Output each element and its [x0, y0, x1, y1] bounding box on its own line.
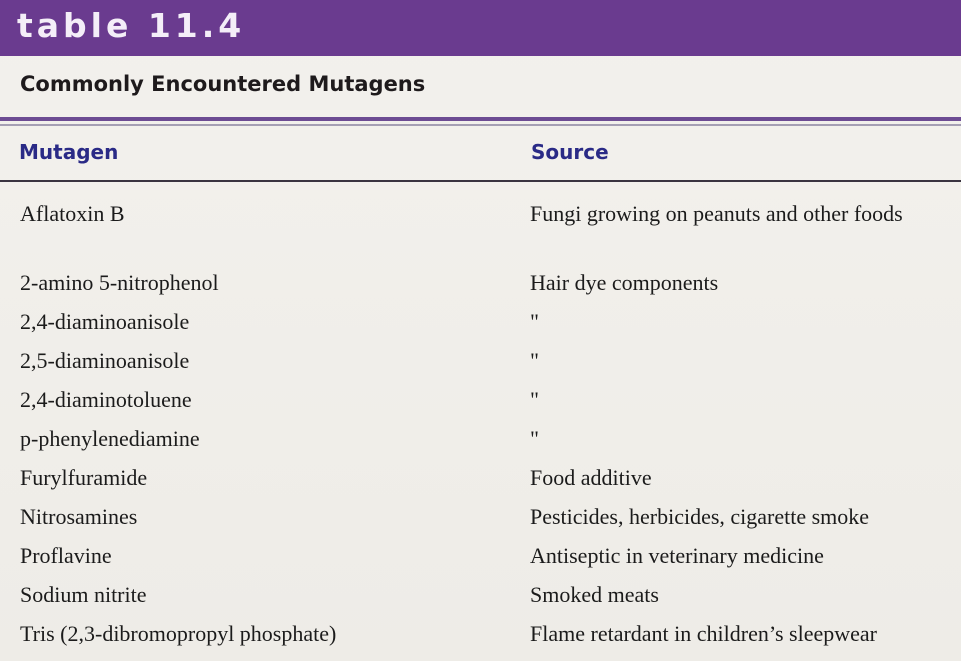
source-cell: Flame retardant in children’s sleepwear	[530, 621, 877, 646]
mutagen-cell: p-phenylenediamine	[20, 426, 200, 451]
column-header-source: Source	[531, 140, 609, 164]
mutagen-cell: Sodium nitrite	[20, 582, 147, 607]
table-header-band	[0, 0, 961, 56]
source-cell: "	[530, 387, 539, 412]
source-cell: Food additive	[530, 465, 652, 490]
column-header-mutagen: Mutagen	[19, 140, 119, 164]
source-cell: Hair dye components	[530, 270, 719, 295]
source-cell: "	[530, 426, 539, 451]
mutagen-cell: 2-amino 5-nitrophenol	[20, 270, 219, 295]
mutagen-cell: Aflatoxin B	[20, 201, 125, 226]
source-cell: "	[530, 309, 539, 334]
mutagen-cell: Proflavine	[20, 543, 112, 568]
table-number-title: table 11.4	[17, 6, 246, 45]
mutagen-cell: Nitrosamines	[20, 504, 138, 529]
source-cell: Pesticides, herbicides, cigarette smoke	[530, 504, 870, 529]
mutagen-cell: Tris (2,3-dibromopropyl phosphate)	[20, 621, 337, 646]
mutagen-cell: 2,5-diaminoanisole	[20, 348, 190, 373]
source-cell: Antiseptic in veterinary medicine	[530, 543, 824, 568]
table-caption: Commonly Encountered Mutagens	[20, 72, 426, 96]
column-header-divider	[0, 180, 961, 182]
source-cell: Fungi growing on peanuts and other foods	[530, 201, 903, 226]
mutagen-cell: Furylfuramide	[20, 465, 148, 490]
caption-divider-purple	[0, 117, 961, 121]
mutagen-cell: 2,4-diaminoanisole	[20, 309, 190, 334]
source-cell: "	[530, 348, 539, 373]
source-cell: Smoked meats	[530, 582, 659, 607]
mutagen-cell: 2,4-diaminotoluene	[20, 387, 192, 412]
caption-divider-grey	[0, 124, 961, 126]
